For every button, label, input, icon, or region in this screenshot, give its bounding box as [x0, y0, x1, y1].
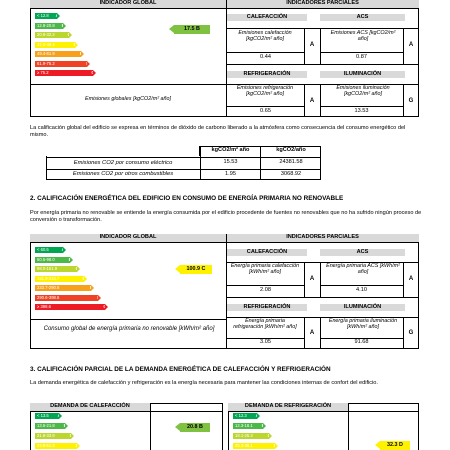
divider	[226, 52, 304, 53]
co2-table-col1-header: kgCO2/m² año	[211, 147, 250, 153]
section1-bar-letter: B	[61, 22, 65, 28]
divider	[226, 285, 304, 286]
divider	[403, 84, 404, 117]
section2-bar-label: 151.9-233.7	[37, 275, 60, 281]
demanda-refrigeracion-bar-arrow	[275, 443, 278, 449]
heading-section2: 2. CALIFICACIÓN ENERGÉTICA DEL EDIFICIO EN CONSUMO DE ENERGÍA PRIMARIA NO RENOVABLE	[30, 195, 344, 202]
demanda-refrigeracion-rating: 32.3 D	[380, 441, 410, 450]
section1-acs-value: 0.87	[356, 54, 367, 60]
section2-global-rating: 100.9 C	[180, 265, 212, 274]
demanda-refrigeracion-bar-a	[233, 413, 257, 419]
co2-table-col2-header: kgCO2/año	[276, 147, 306, 153]
section2-bar-arrow	[98, 295, 101, 301]
section2-bar-label: 290.6-398.6	[37, 294, 60, 300]
section1-global-rating: 17.5 B	[174, 25, 210, 34]
demanda-calefaccion-bar-arrow	[65, 423, 68, 429]
divider	[304, 262, 305, 298]
demanda-refrigeracion-bar-d	[233, 443, 275, 449]
divider	[320, 52, 403, 53]
demanda-calefaccion-bar-a	[35, 413, 59, 419]
divider	[320, 106, 403, 107]
demanda-refrigeracion-bar-arrow	[269, 433, 272, 439]
section1-bar-arrow	[81, 51, 84, 57]
demanda-calefaccion-rating: 20.8 B	[180, 423, 210, 432]
divider	[403, 262, 404, 298]
section1-iluminacion-label: Emisiones iluminación [kgCO2/m² año]	[336, 85, 390, 97]
section1-bar-label: 12.8-20.8	[37, 22, 55, 28]
section1-calefaccion-label: Emisiones calefacción [kgCO2/m² año]	[238, 30, 292, 42]
demanda-calefaccion-bar-arrow	[59, 413, 62, 419]
section2-global-label: Consumo global de energía primaria no renovable [kWh/m² año]	[43, 326, 215, 332]
section2-bar-arrow	[84, 276, 87, 282]
section2-indicador-global-header: INDICADOR GLOBAL	[30, 234, 226, 242]
divider	[30, 242, 419, 243]
section2-bar-letter: B	[68, 256, 72, 262]
co2-row-otros-v2: 3068.92	[280, 171, 302, 177]
paragraph-primary-energy: Por energía primaria no renovable se entiende la energía consumida por el edificio procedente de fuentes no renovables que no ha sufrido ningún proceso de conversión o transformación.	[30, 210, 422, 223]
section1-bar-label: ≥ 75.2	[37, 70, 49, 75]
divider	[304, 317, 305, 349]
section2-bar-arrow	[91, 285, 94, 291]
divider	[228, 411, 419, 412]
section2-bar-arrow	[70, 257, 73, 263]
section2-bar-label: 60.5-98.0	[37, 256, 55, 262]
demanda-calefaccion-bar-letter: D	[75, 443, 79, 448]
demanda-calefaccion-bar-arrow	[71, 433, 74, 439]
divider	[226, 106, 304, 107]
section1-bar-c	[35, 32, 69, 38]
demanda-calefaccion-bar-b	[35, 423, 65, 429]
section2-refrigeracion-title: REFRIGERACIÓN	[227, 304, 307, 311]
section1-global-label: Emisiones globales [kgCO2/m² año]	[85, 96, 171, 102]
demanda-refrigeracion-bar-label: 25.3-36.1	[235, 443, 253, 448]
section1-bar-arrow	[63, 23, 66, 29]
demanda-refrigeracion-bar-letter: A	[255, 413, 259, 418]
divider	[46, 146, 200, 156]
divider	[226, 64, 419, 65]
demanda-refrigeracion-bar-letter: D	[273, 443, 277, 448]
co2-row-electrico-v1: 15.53	[223, 159, 238, 165]
demanda-calefaccion-bar-label: 21.8-33.8	[37, 433, 55, 438]
section1-bar-letter: C	[67, 32, 71, 37]
section1-bar-label: 32.2-49.4	[37, 41, 55, 47]
section1-iluminacion-title: ILUMINACIÓN	[320, 71, 405, 78]
divider	[226, 28, 419, 29]
section1-bar-arrow	[57, 13, 60, 19]
section1-indicador-global-header: INDICADOR GLOBAL	[30, 0, 226, 8]
divider	[30, 8, 419, 9]
section2-bar-letter: A	[61, 247, 65, 252]
demanda-calefaccion-bar-letter: A	[57, 413, 61, 418]
section1-bar-d	[35, 42, 75, 48]
section2-bar-e	[35, 285, 91, 291]
section1-bar-f	[35, 61, 87, 67]
divider	[348, 403, 349, 450]
divider	[403, 317, 404, 349]
section2-iluminacion-label: Energía primaria iluminación [kWh/m² año]	[328, 318, 398, 330]
demanda-calefaccion-bar-label: 13.5-21.8	[37, 423, 55, 428]
divider	[30, 411, 223, 412]
section2-bar-letter: G	[103, 304, 107, 309]
demanda-refrigeracion-bar-label: 12.3-18.1	[235, 423, 253, 428]
section2-bar-letter: C	[75, 266, 79, 271]
divider	[403, 28, 404, 65]
demanda-calefaccion-bar-label: < 13.5	[37, 413, 49, 418]
section2-bar-d	[35, 276, 84, 282]
paragraph-demand: La demanda energética de calefacción y refrigeración es la energía necesaria para mantener las condiciones internas de confort del edificio.	[30, 380, 378, 386]
demanda-refrigeracion-bar-label: 18.1-25.3	[235, 433, 253, 438]
section2-bar-a	[35, 247, 63, 253]
section2-bar-f	[35, 295, 98, 301]
section1-bar-letter: F	[86, 60, 89, 66]
section2-refrigeracion-value: 3.05	[260, 339, 271, 345]
demanda-refrigeracion-bar-c	[233, 433, 269, 439]
section1-bar-g	[35, 70, 93, 76]
divider	[304, 28, 305, 65]
section1-bar-letter: D	[73, 41, 77, 47]
section1-bar-letter: G	[91, 70, 95, 75]
section2-iluminacion-letter: G	[408, 330, 414, 336]
demanda-calefaccion-bar-label: 33.8-51.9	[37, 443, 55, 448]
section1-bar-label: < 12.8	[37, 13, 49, 18]
section2-acs-letter: A	[408, 276, 414, 282]
divider	[30, 84, 226, 85]
demanda-calefaccion-bar-letter: B	[63, 423, 67, 428]
co2-row-electrico-v2: 24381.58	[279, 159, 303, 165]
section2-bar-b	[35, 257, 70, 263]
section1-bar-e	[35, 51, 81, 57]
section1-bar-letter: E	[79, 51, 83, 56]
section2-calefaccion-value: 2.08	[260, 287, 271, 293]
section1-refrigeracion-letter: A	[309, 98, 315, 104]
section2-refrigeracion-label: Energía primaria refrigeración [kWh/m² año]	[233, 318, 297, 330]
section2-calefaccion-label: Energía primaria calefacción [kWh/m² año]	[230, 263, 300, 275]
demanda-calefaccion-bar-letter: C	[69, 433, 73, 438]
divider	[46, 169, 321, 170]
demanda-refrigeracion-bar-letter: B	[261, 423, 265, 428]
demanda-calefaccion-bar-arrow	[77, 443, 80, 449]
section1-bar-b	[35, 23, 63, 29]
section1-acs-letter: A	[408, 42, 414, 48]
section1-acs-title: ACS	[320, 14, 405, 21]
section1-bar-arrow	[93, 70, 96, 76]
co2-row-otros-label: Emisiones CO2 por otros combustibles	[72, 171, 174, 177]
section2-bar-label: 233.7-290.6	[37, 285, 60, 290]
section2-iluminacion-value: 91.68	[354, 339, 369, 345]
section2-bar-label: 98.0-151.9	[37, 266, 58, 271]
section1-refrigeracion-title: REFRIGERACIÓN	[227, 71, 307, 78]
section2-bar-arrow	[105, 304, 108, 310]
section1-bar-arrow	[69, 32, 72, 38]
co2-row-electrico-label: Emisiones CO2 por consumo eléctrico	[73, 160, 173, 166]
section2-bar-arrow	[63, 247, 66, 253]
section1-bar-label: 20.8-32.2	[37, 32, 55, 37]
heading-section3: 3. CALIFICACIÓN PARCIAL DE LA DEMANDA ENERGÉTICA DE CALEFACCIÓN Y REFRIGERACIÓN	[30, 366, 331, 373]
demanda-calefaccion-header: DEMANDA DE CALEFACCIÓN	[30, 403, 150, 411]
section1-bar-letter: A	[55, 13, 59, 18]
section2-acs-value: 4.10	[356, 287, 367, 293]
demanda-refrigeracion-bar-label: < 12.3	[235, 413, 247, 418]
demanda-calefaccion-bar-c	[35, 433, 71, 439]
divider	[304, 84, 305, 117]
section2-bar-arrow	[77, 266, 80, 272]
section1-bar-label: 61.9-75.2	[37, 60, 55, 66]
demanda-refrigeracion-bar-letter: C	[267, 433, 271, 438]
divider	[320, 285, 403, 286]
divider	[150, 403, 151, 450]
section2-bar-c	[35, 266, 77, 272]
section2-calefaccion-title: CALEFACCIÓN	[227, 249, 307, 256]
demanda-refrigeracion-header: DEMANDA DE REFRIGERACIÓN	[228, 403, 348, 411]
section2-acs-label: Energía primaria ACS [kWh/m² año]	[326, 263, 400, 275]
section2-iluminacion-title: ILUMINACIÓN	[320, 304, 405, 311]
demanda-refrigeracion-bar-b	[233, 423, 263, 429]
demanda-calefaccion-bar-d	[35, 443, 77, 449]
section2-indicadores-parciales-header: INDICADORES PARCIALES	[226, 234, 419, 242]
section2-bar-letter: F	[97, 294, 100, 300]
section2-refrigeracion-letter: A	[309, 330, 315, 336]
section1-calefaccion-title: CALEFACCIÓN	[227, 14, 307, 21]
section1-calefaccion-value: 0.44	[260, 54, 271, 60]
section2-calefaccion-letter: A	[309, 276, 315, 282]
section1-calefaccion-letter: A	[309, 42, 315, 48]
co2-row-otros-v1: 1.95	[225, 171, 236, 177]
section2-bar-g	[35, 304, 105, 310]
section2-bar-label: ≥ 398.6	[37, 304, 51, 309]
section1-iluminacion-letter: G	[408, 98, 414, 104]
section2-bar-letter: D	[82, 275, 86, 281]
demanda-refrigeracion-bar-arrow	[257, 413, 260, 419]
divider	[226, 297, 419, 298]
paragraph-co2-explanation: La calificación global del edificio se expresa en términos de dióxido de carbono liberado a la atmósfera como consecuencia del consumo energético del mismo.	[30, 125, 406, 138]
section2-bar-letter: E	[89, 285, 93, 290]
section1-refrigeracion-label: Emisiones refrigeración [kgCO2/m² año]	[236, 85, 294, 97]
section1-iluminacion-value: 13.53	[354, 108, 369, 114]
divider	[30, 319, 226, 320]
section2-acs-title: ACS	[320, 249, 405, 256]
divider	[46, 157, 321, 158]
section2-bar-label: < 60.5	[37, 247, 49, 252]
section1-bar-a	[35, 13, 57, 19]
section1-indicadores-parciales-header: INDICADORES PARCIALES	[226, 0, 419, 8]
section1-bar-label: 49.4-61.9	[37, 51, 55, 56]
section1-refrigeracion-value: 0.65	[260, 108, 271, 114]
demanda-refrigeracion-bar-arrow	[263, 423, 266, 429]
section1-acs-label: Emisiones ACS [kgCO2/m² año]	[330, 30, 396, 42]
section1-bar-arrow	[87, 61, 90, 67]
section1-bar-arrow	[75, 42, 78, 48]
